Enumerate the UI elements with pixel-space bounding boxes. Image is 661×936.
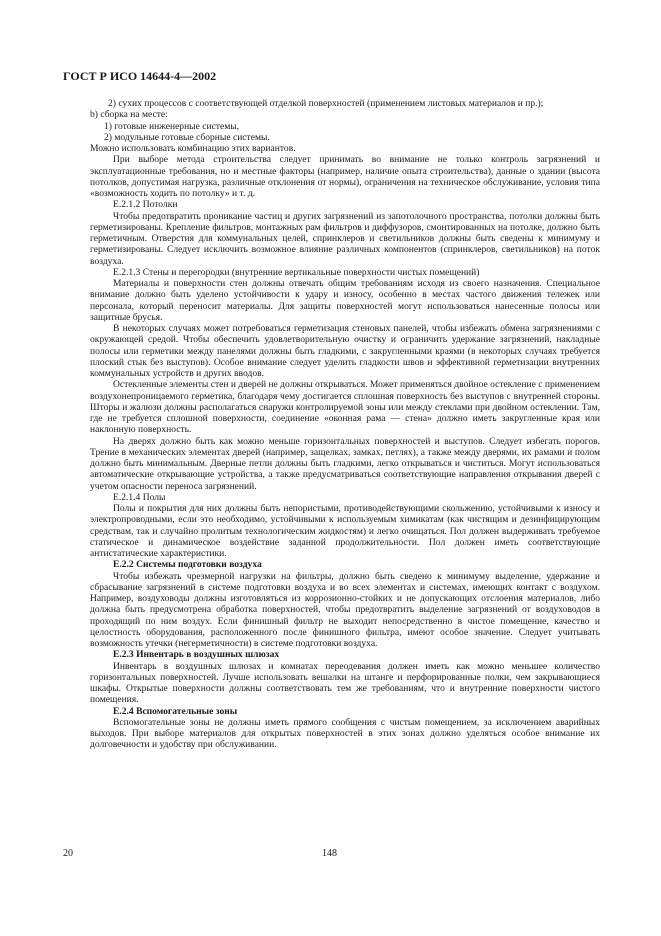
section-heading: Е.2.1.2 Потолки bbox=[113, 199, 178, 211]
paragraph: Инвентарь в воздушных шлюзах и комнатах переодевания должен иметь как можно меньшее количество горизонтальных поверхностей. Лучше использовать вешалки на штанге и перфорированные полки, чем закрывающиеся шкафы. Открытые поверхности должны соответствовать тем же требованиям, что и внутренние поверхности чистого помещения. bbox=[90, 660, 600, 706]
paragraph: В некоторых случаях может потребоваться герметизация стеновых панелей, чтобы избежать обмена загрязнениями с окружающей средой. Чтобы обеспечить удовлетворительную очистку и ограничить удержание загрязнений, накладные полосы или герметики между панелями должны быть гладкими, с закругленными краями (в некоторых случаях требуется плоский стык без выступов). Особое внимание следует уделить гладкости швов и эффективной герметизации внутренних коммунальных устройств и других вводов. bbox=[90, 323, 600, 379]
paragraph: 2) сухих процессов с соответствующей отделкой поверхностей (применением листовых материалов и пр.); bbox=[108, 98, 544, 109]
document-body bbox=[90, 98, 600, 751]
section-heading: Е.2.3 Инвентарь в воздушных шлюзах bbox=[113, 649, 280, 661]
section-heading: Е.2.1.4 Полы bbox=[113, 491, 166, 503]
paragraph: Можно использовать комбинацию этих вариантов. bbox=[90, 143, 296, 154]
section-heading: Е.2.2 Системы подготовки воздуха bbox=[113, 559, 262, 571]
paragraph: Материалы и поверхности стен должны отвечать общим требованиям исходя из своего назначения. Специальное внимание должно быть уделено устойчивости к удару и износу, особенно в местах частого движения тележек или персонала, который переносит материалы. Для защиты поверхностей могут использоваться нанесенные полосы или защитные брусья. bbox=[90, 278, 600, 323]
paragraph: b) сборка на месте: bbox=[90, 109, 168, 121]
paragraph: Чтобы предотвратить проникание частиц и других загрязнений из запотолочного пространства, потолки должны быть герметизированы. Крепление фильтров, монтажных рам фильтров и диффузоров, смонтированных на потолке, должно быть герметичным. Отверстия для коммунальных целей, спринклеров и светильников должны быть сведены к минимуму и герметизированы. Следует исключить возможное влияние различных компонентов (спринклеров, светильников) на поток воздуха. bbox=[90, 210, 600, 267]
section-heading: Е.2.1.3 Стены и перегородки (внутренние вертикальные поверхности чистых помещений) bbox=[113, 266, 480, 278]
paragraph: При выборе метода строительства следует принимать во внимание не только контроль загрязнений и эксплуатационные требования, но и местные факторы (например, наличие опыта строительства), данные о здании (высота потолков, допустимая нагрузка, различные отклонения от нормы), ограничения на техническое обслуживание, условия типа «возможность ходить по потолку» и т. д. bbox=[90, 154, 600, 199]
page-number-left: 20 bbox=[63, 848, 73, 859]
paragraph: 2) модульные готовые сборные системы. bbox=[104, 131, 270, 143]
paragraph: Чтобы избежать чрезмерной нагрузки на фильтры, должно быть сведено к минимуму выделение, удержание и сбрасывание загрязнений в системе подготовки воздуха и во всех элементах и системах, имеющих контакт с воздухом. Например, воздуховоды должны изготовляться из коррозионно-стойких и не допускающих отслоения материалов, либо должна быть предусмотрена обработка поверхностей, чтобы предотвратить выделение загрязнений от воздуховодов в проходящий по ним воздух. Если финишный фильтр не выходит непосредственно в чистое помещение, качество и целостность оборудования, расположенного после финишного фильтра, имеют особое значение. Следует учитывать возможность утечки (негерметичности) в системе подготовки воздуха. bbox=[90, 570, 600, 649]
document-header: ГОСТ Р ИСО 14644-4—2002 bbox=[63, 69, 217, 83]
paragraph: Остекленные элементы стен и дверей не должны открываться. Может применяться двойное остекление с применением воздухонепроницаемого герметика, благодаря чему достигается сплошная поверхность без выступов с внутренней стороны. Шторы и жалюзи должны располагаться снаружи контролируемой зоны или между стеклами при двойном остеклении. Там, где не требуется сплошной поверхности, соединение «оконная рама — стена» должно иметь закругленные края или наклонную поверхность. bbox=[90, 379, 600, 436]
page-number-center: 148 bbox=[322, 848, 337, 859]
section-heading: Е.2.4 Вспомогательные зоны bbox=[113, 705, 238, 717]
paragraph: Вспомогательные зоны не должны иметь прямого сообщения с чистым помещением, за исключением аварийных выходов. При выборе материалов для открытых поверхностей в этих зонах должно уделяться особое внимание их долговечности и удобству при обслуживании. bbox=[90, 716, 600, 751]
paragraph: 1) готовые инженерные системы, bbox=[104, 120, 240, 132]
paragraph: Полы и покрытия для них должны быть непористыми, противодействующими скольжению, устойчивыми к износу и электропроводными, если это необходимо, устойчивыми к используемым химикатам (как чистящим и дезинфицирующим средствам, так и случайно пролитым технологическим жидкостям) и легко очищаться. Пол должен выдерживать требуемое статическое и динамическое воздействие заданной продолжительности. Пол должен иметь соответствующие антистатические характеристики. bbox=[90, 503, 600, 559]
paragraph: На дверях должно быть как можно меньше горизонтальных поверхностей и выступов. Следует избегать порогов. Трение в механических элементах дверей (например, защелках, замках, петлях), а также между дверями, их рамами и полом должно быть минимальным. Дверные петли должны быть гладкими, легко открываться и чиститься. Могут использоваться автоматические открывающие устройства, а также предусматриваться соответствующие направления открывания дверей с учетом опасности переноса загрязнений. bbox=[90, 435, 600, 492]
